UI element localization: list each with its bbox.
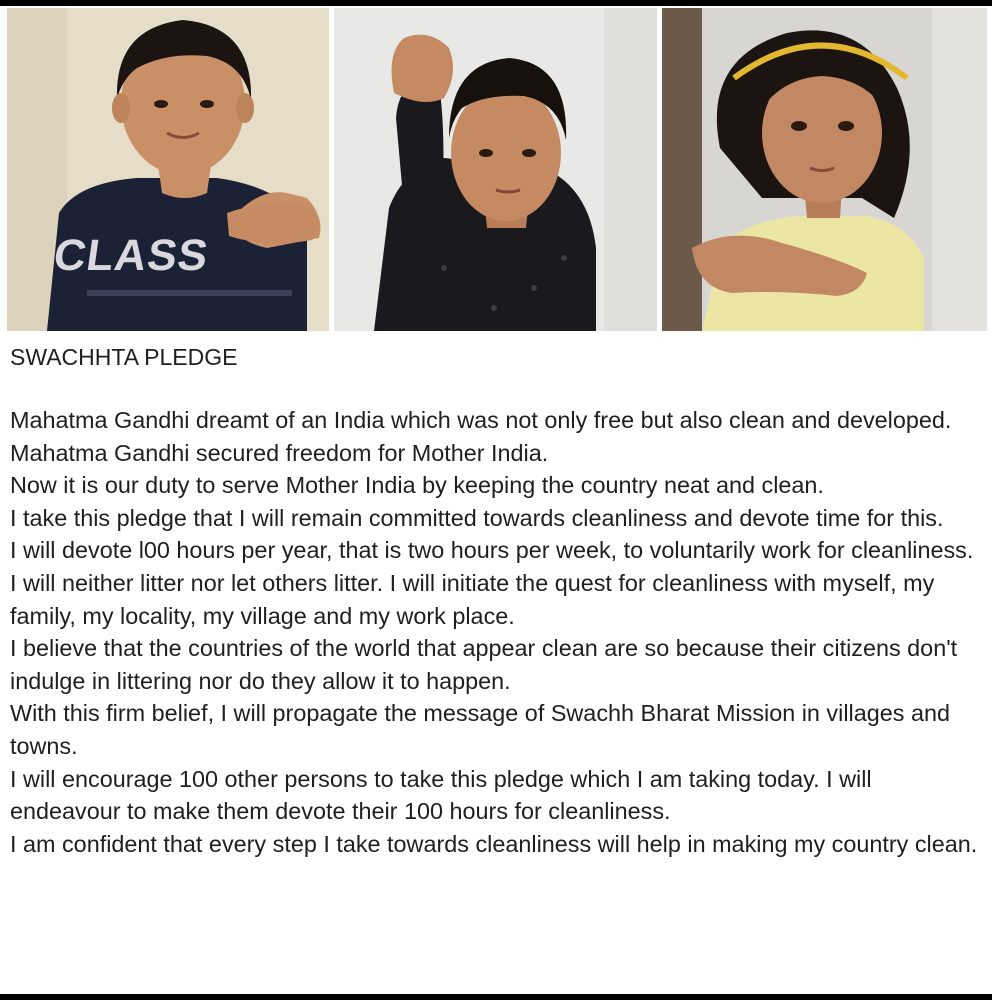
bottom-border	[0, 994, 992, 1000]
pledge-line: I am confident that every step I take towards cleanliness will help in making my country clean.	[10, 830, 978, 857]
pledge-line: I will devote l00 hours per year, that is two hours per week, to voluntarily work for cleanliness.	[10, 537, 974, 564]
pledge-line: I will encourage 100 other persons to take this pledge which I am taking today. I will endeavour to make them devote their 100 hours for cleanliness.	[10, 765, 872, 825]
pledge-line: Mahatma Gandhi dreamt of an India which was not only free but also clean and developed.	[10, 407, 952, 433]
pledge-line: With this firm belief, I will propagate the message of Swachh Bharat Mission in villages and towns.	[10, 700, 950, 759]
pledge-line: Now it is our duty to serve Mother India by keeping the country neat and clean.	[10, 472, 824, 499]
post-image	[0, 6, 992, 994]
pledge-line: Mahatma Gandhi secured freedom for Mother India.	[10, 439, 549, 466]
pledge-lines	[10, 404, 985, 860]
pledge-text-block	[10, 341, 985, 860]
pledge-title: SWACHHTA PLEDGE	[10, 344, 238, 370]
photo-strip	[7, 8, 987, 331]
pledge-line: I will neither litter nor let others litter. I will initiate the quest for cleanliness with myself, my family, my locality, my village and my work place.	[10, 569, 935, 629]
shirt-text: CLASS	[50, 231, 212, 280]
pledge-line: I take this pledge that I will remain committed towards cleanliness and devote time for this.	[10, 504, 944, 531]
photo-boy-dark-shirt	[334, 8, 657, 331]
pledge-line: I believe that the countries of the world that appear clean are so because their citizens don't indulge in littering nor do they allow it to happen.	[10, 635, 958, 694]
photo-girl-yellow-dress	[662, 8, 987, 331]
photo-boy-class-shirt	[7, 8, 329, 331]
